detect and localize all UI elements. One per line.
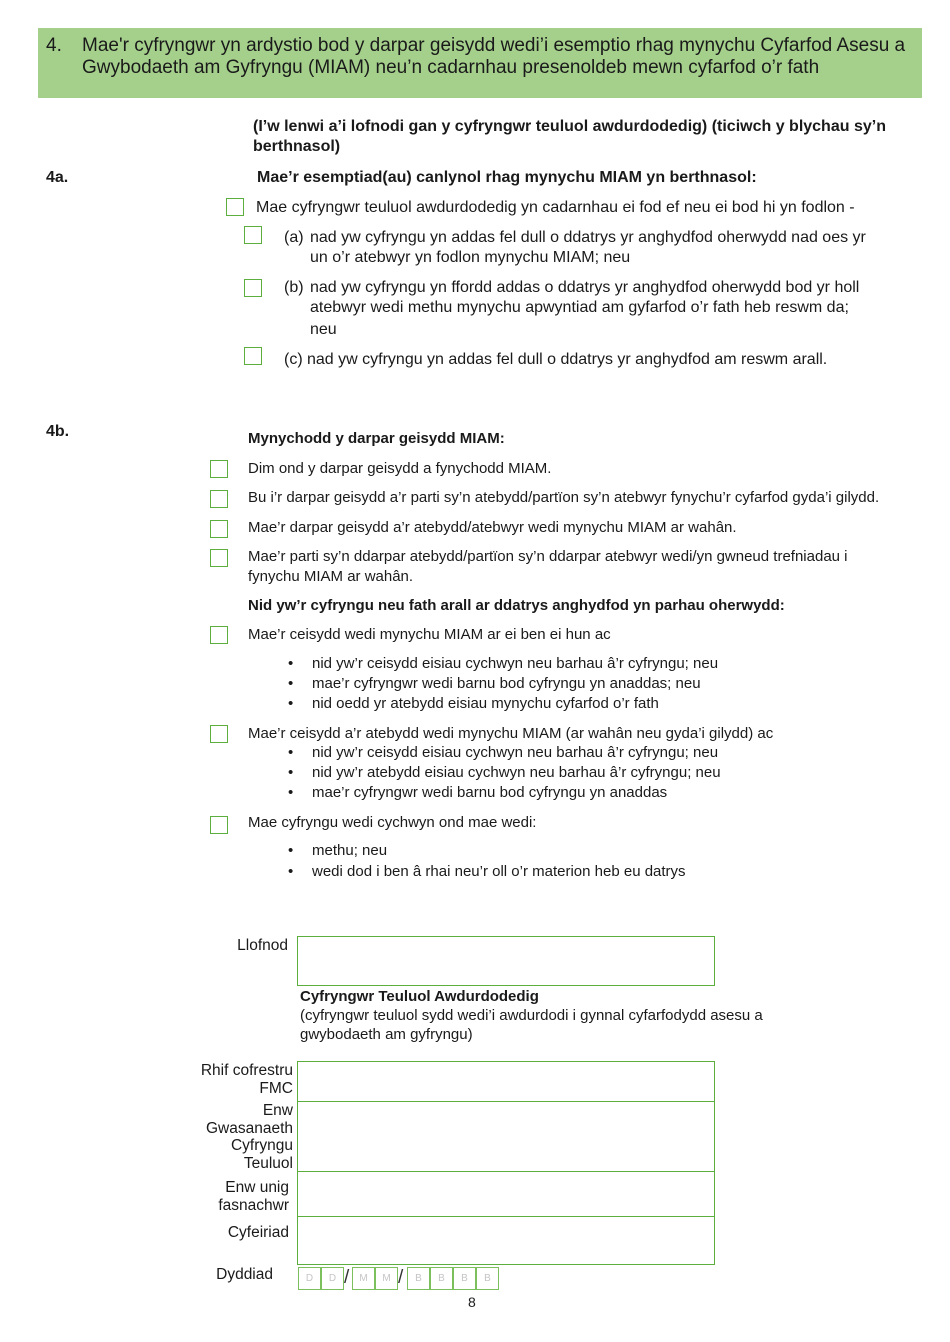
bullet-dot: •	[288, 842, 294, 859]
trading-label-line: Enw unig	[225, 1179, 289, 1196]
reason-1-bullet-1: nid yw’r ceisydd eisiau cychwyn neu barhau â’r cyfryngu; neu	[312, 655, 719, 672]
service-label-line: Gwasanaeth	[205, 1119, 293, 1137]
address-field[interactable]	[297, 1216, 715, 1265]
fmc-label-line: FMC	[259, 1079, 293, 1097]
date-year-3[interactable]: B	[453, 1267, 476, 1290]
reason-2-checkbox[interactable]	[210, 725, 228, 743]
reason-1-bullet-3: nid oedd yr atebydd eisiau mynychu cyfarfod o’r fath	[312, 695, 659, 712]
attended-separately-checkbox[interactable]	[210, 520, 228, 538]
bullet-dot: •	[288, 655, 294, 672]
option-a-line2: un o’r atebwyr yn fodlon mynychu MIAM; neu	[310, 249, 631, 266]
date-day-1[interactable]: D	[298, 1267, 321, 1290]
service-label-line: Enw	[262, 1102, 293, 1119]
option-b-line2: atebwyr wedi methu mynychu apwyntiad am gyfarfod o’r fath heb reswm da;	[310, 299, 849, 316]
respondent-arrangements-line1: Mae’r parti sy’n ddarpar atebydd/partïon sy’n ddarpar atebwyr wedi/yn gwneud trefniadau i	[248, 548, 848, 565]
section-heading: Mae'r cyfryngwr yn ardystio bod y darpar geisydd wedi’i esemptio rhag mynychu Cyfarfod Asesu a Gwybodaeth am Gyfryngu (MIAM) neu’n cadarnhau presenoldeb mewn cyfarfod o’r fath	[82, 35, 906, 78]
signature-field[interactable]	[297, 936, 715, 986]
role-desc-line2: gwybodaeth am gyfryngu)	[300, 1026, 473, 1043]
date-month-2[interactable]: M	[375, 1267, 398, 1290]
date-month-1[interactable]: M	[352, 1267, 375, 1290]
date-year-2[interactable]: B	[430, 1267, 453, 1290]
reason-3-checkbox[interactable]	[210, 816, 228, 834]
option-c-checkbox[interactable]	[244, 347, 262, 365]
option-b-line1: nad yw cyfryngu yn ffordd addas o ddatrys yr anghydfod oherwydd bod yr holl	[310, 279, 860, 296]
reason-2-bullet-2: nid yw’r atebydd eisiau cychwyn neu barhau â’r cyfryngu; neu	[312, 764, 721, 781]
confirm-checkbox[interactable]	[226, 198, 244, 216]
sole-trader-label	[180, 1179, 289, 1214]
reason-2-bullet-3: mae’r cyfryngwr wedi barnu bod cyfryngu yn anaddas	[312, 784, 668, 801]
respondent-arrangements-checkbox[interactable]	[210, 549, 228, 567]
signature-label: Llofnod	[237, 937, 288, 954]
option-a-checkbox[interactable]	[244, 226, 262, 244]
attended-together-text: Bu i’r darpar geisydd a’r parti sy’n atebydd/partïon sy’n atebwyr fynychu’r cyfarfod gyda’i gilydd.	[248, 489, 880, 506]
reason-3-text: Mae cyfryngu wedi cychwyn ond mae wedi:	[248, 814, 537, 831]
confirm-text: Mae cyfryngwr teuluol awdurdodedig yn cadarnhau ei fod ef neu ei bod hi yn fodlon -	[256, 199, 855, 216]
service-label-line: Cyfryngu	[230, 1137, 293, 1154]
option-b-checkbox[interactable]	[244, 279, 262, 297]
service-name-label	[180, 1102, 293, 1172]
fmc-registration-label	[180, 1062, 293, 1097]
sole-trader-field[interactable]	[297, 1171, 715, 1217]
role-desc-line1: (cyfryngwr teuluol sydd wedi’i awdurdodi i gynnal cyfarfodydd asesu a	[300, 1007, 763, 1024]
option-b-marker: (b)	[284, 279, 304, 296]
attended-together-checkbox[interactable]	[210, 490, 228, 508]
reason-title: Nid yw’r cyfryngu neu fath arall ar ddatrys anghydfod yn parhau oherwydd:	[248, 597, 785, 614]
date-label: Dyddiad	[216, 1266, 273, 1283]
date-year-4[interactable]: B	[476, 1267, 499, 1290]
trading-label-line: fasnachwr	[218, 1196, 289, 1214]
bullet-dot: •	[288, 863, 294, 880]
bullet-dot: •	[288, 675, 294, 692]
section-4b-title: Mynychodd y darpar geisydd MIAM:	[248, 430, 505, 447]
option-c-line1: nad yw cyfryngu yn addas fel dull o ddatrys yr anghydfod am reswm arall.	[307, 351, 828, 368]
fmc-label-line: Rhif cofrestru	[200, 1062, 293, 1079]
date-separator: /	[398, 1267, 404, 1288]
option-c-marker: (c)	[284, 351, 303, 368]
date-day-2[interactable]: D	[321, 1267, 344, 1290]
service-label-line: Teuluol	[243, 1154, 293, 1172]
option-a-marker: (a)	[284, 229, 304, 246]
role-title: Cyfryngwr Teuluol Awdurdodedig	[300, 988, 539, 1005]
section-4a-title: Mae’r esemptiad(au) canlynol rhag mynychu MIAM yn berthnasol:	[257, 169, 757, 186]
date-separator: /	[344, 1267, 350, 1288]
reason-1-checkbox[interactable]	[210, 626, 228, 644]
attended-separately-text: Mae’r darpar geisydd a’r atebydd/atebwyr wedi mynychu MIAM ar wahân.	[248, 519, 737, 536]
reason-1-text: Mae’r ceisydd wedi mynychu MIAM ar ei ben ei hun ac	[248, 626, 611, 643]
bullet-dot: •	[288, 695, 294, 712]
attended-alone-checkbox[interactable]	[210, 460, 228, 478]
bullet-dot: •	[288, 764, 294, 781]
option-b-line3: neu	[310, 321, 337, 338]
reason-2-bullet-1: nid yw’r ceisydd eisiau cychwyn neu barhau â’r cyfryngu; neu	[312, 744, 719, 761]
address-label: Cyfeiriad	[227, 1224, 289, 1241]
section-4b-label: 4b.	[46, 423, 70, 440]
section-number: 4.	[46, 35, 62, 56]
date-year-1[interactable]: B	[407, 1267, 430, 1290]
fill-instruction: (I’w lenwi a’i lofnodi gan y cyfryngwr teuluol awdurdodedig) (ticiwch y blychau sy’n berthnasol)	[253, 118, 886, 155]
service-name-field[interactable]	[297, 1101, 715, 1172]
section-4a-label: 4a.	[46, 169, 69, 186]
page-number: 8	[468, 1294, 476, 1310]
attended-alone-text: Dim ond y darpar geisydd a fynychodd MIAM.	[248, 460, 552, 477]
bullet-dot: •	[288, 744, 294, 761]
reason-2-text: Mae’r ceisydd a’r atebydd wedi mynychu MIAM (ar wahân neu gyda’i gilydd) ac	[248, 725, 774, 742]
reason-1-bullet-2: mae’r cyfryngwr wedi barnu bod cyfryngu yn anaddas; neu	[312, 675, 701, 692]
option-a-line1: nad yw cyfryngu yn addas fel dull o ddatrys yr anghydfod oherwydd nad oes yr	[310, 229, 866, 246]
respondent-arrangements-line2: fynychu MIAM ar wahân.	[248, 568, 414, 585]
bullet-dot: •	[288, 784, 294, 801]
reason-3-bullet-1: methu; neu	[312, 842, 388, 859]
reason-3-bullet-2: wedi dod i ben â rhai neu’r oll o’r materion heb eu datrys	[312, 863, 686, 880]
fmc-registration-field[interactable]	[297, 1061, 715, 1102]
